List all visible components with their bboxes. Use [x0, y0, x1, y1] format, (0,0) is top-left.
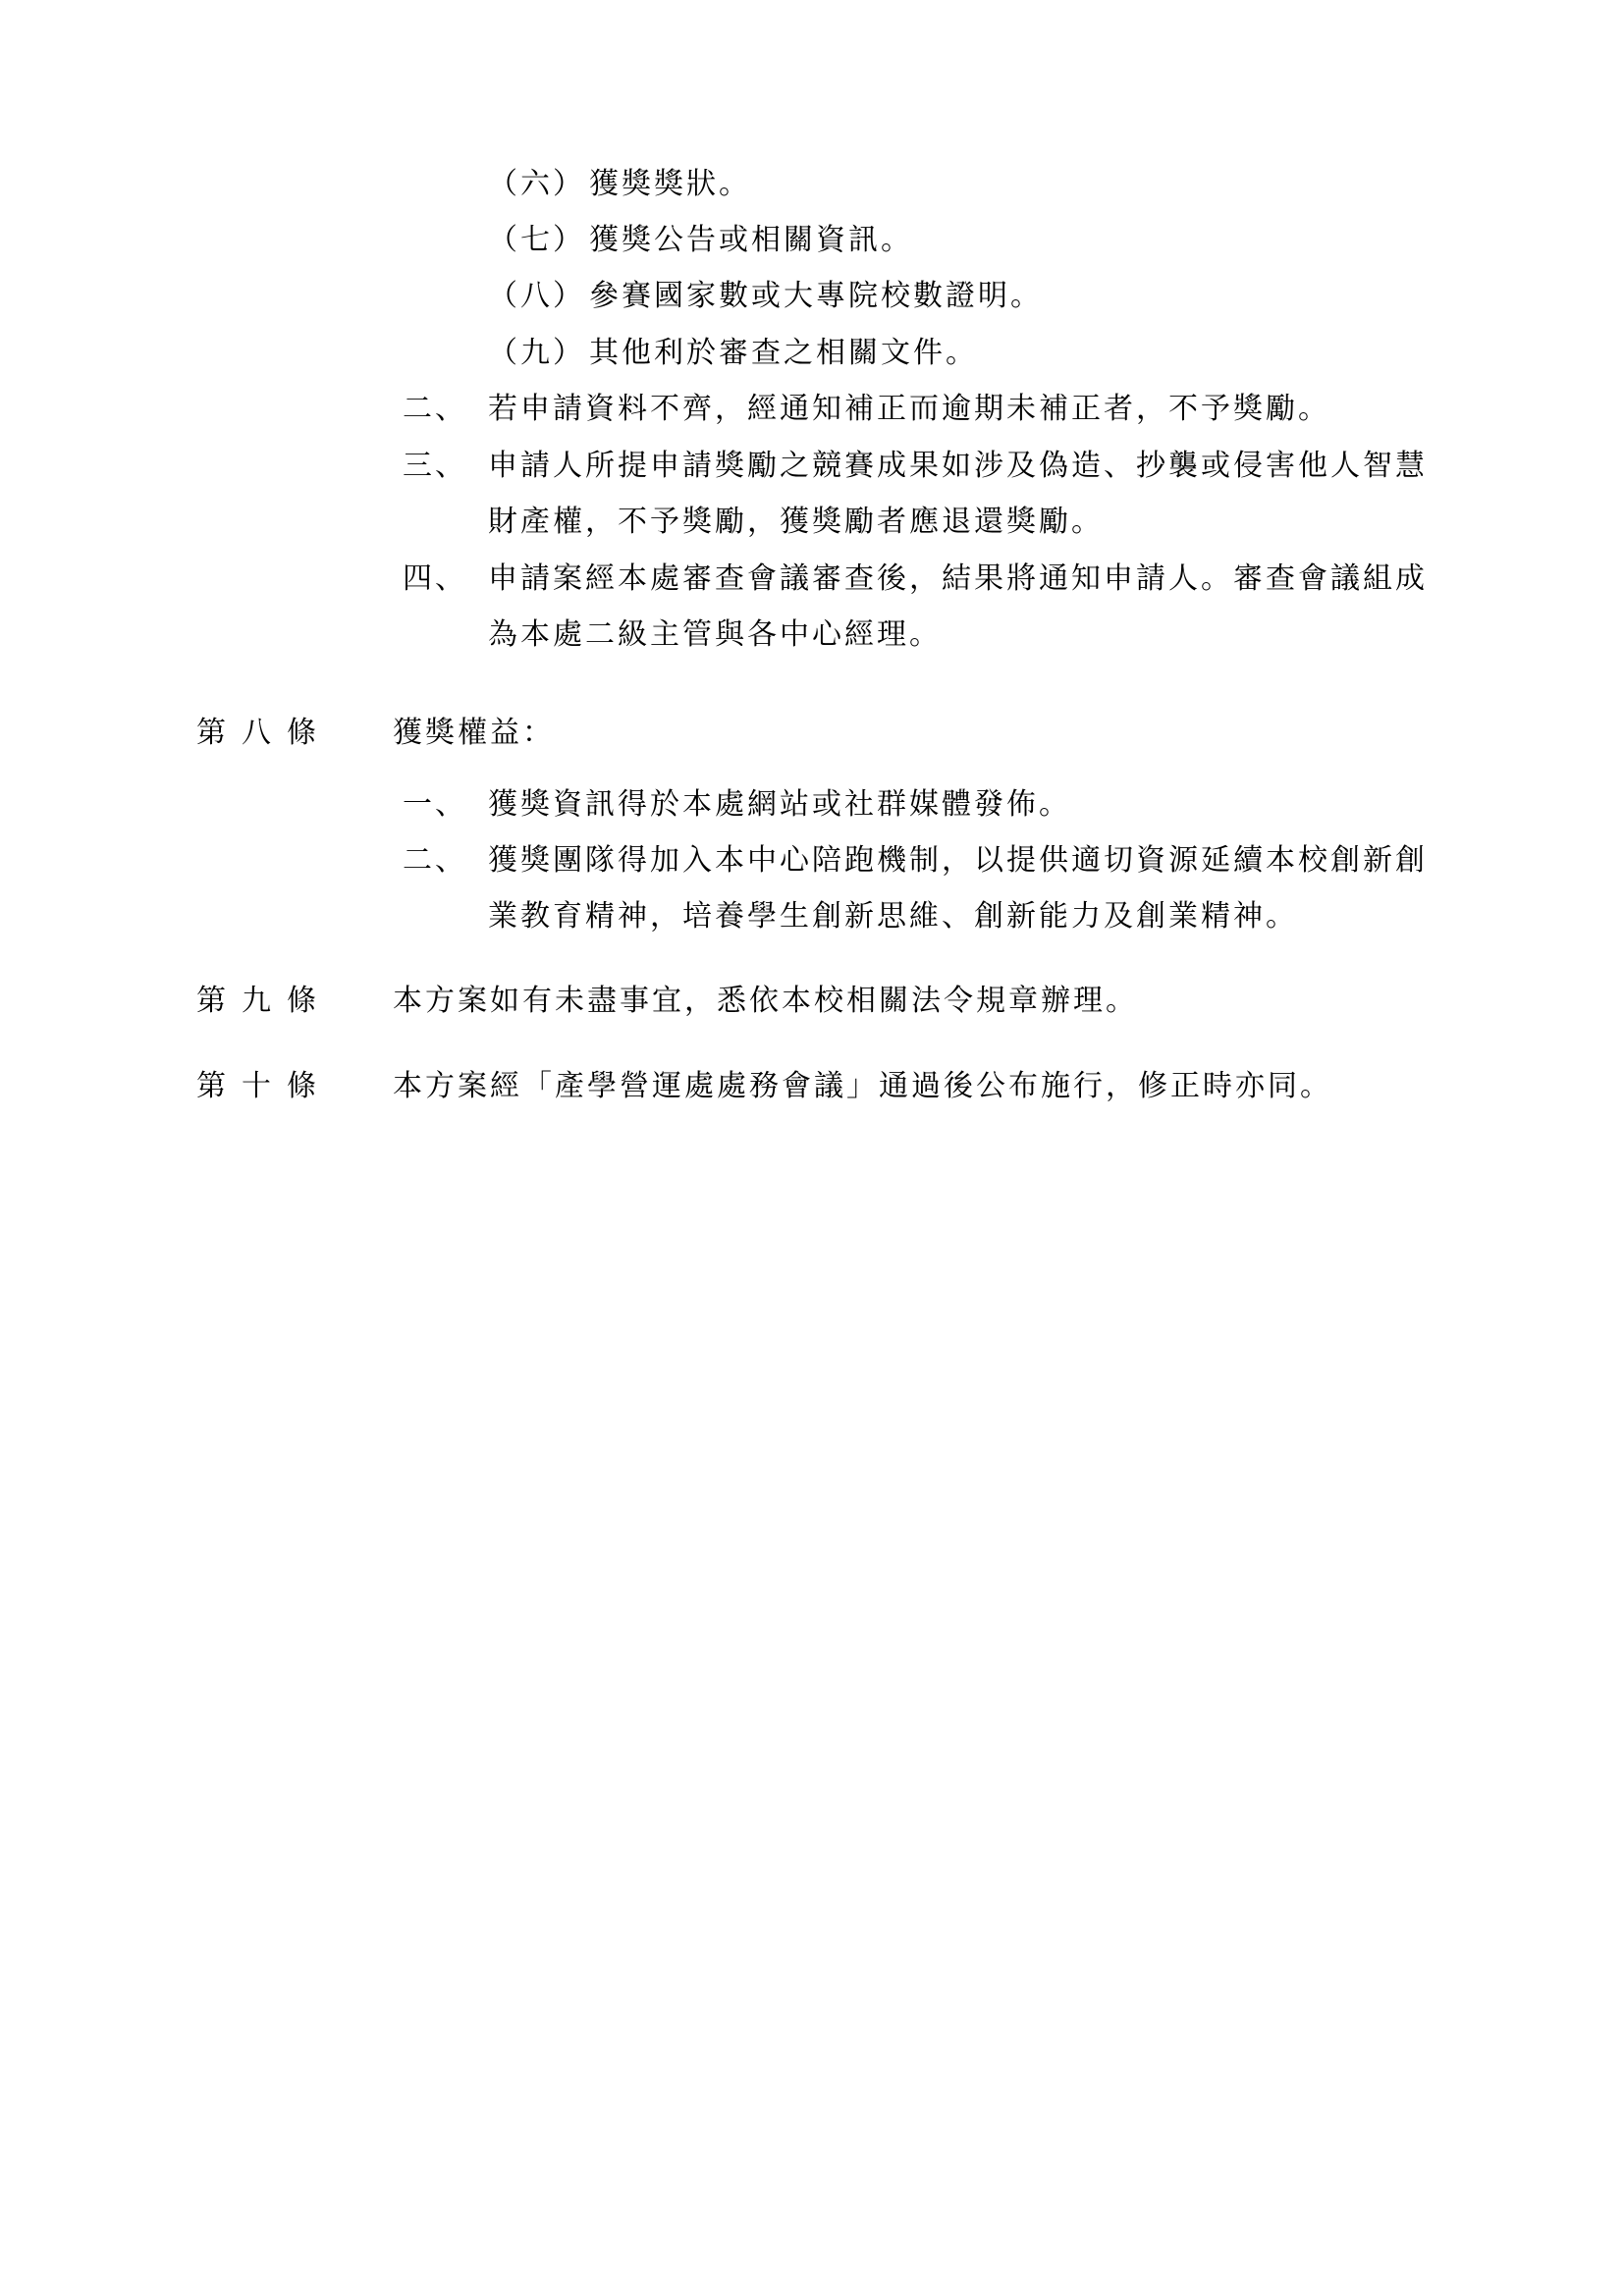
- article7-item-3-line-2: 財產權，不予獎勵，獲獎勵者應退還獎勵。: [488, 505, 1104, 539]
- article7-item-2-marker: 二、: [403, 392, 467, 426]
- sub-item-9-text: 其他利於審查之相關文件。: [589, 336, 978, 370]
- article7-item-3-marker: 三、: [403, 449, 467, 483]
- article9-text: 本方案如有未盡事宜，悉依本校相關法令規章辦理。: [393, 984, 1138, 1018]
- article8-item-2-line-1: 獲獎團隊得加入本中心陪跑機制，以提供適切資源延續本校創新創: [488, 843, 1428, 878]
- article8-item-2-marker: 二、: [403, 843, 467, 878]
- sub-item-8-marker: （八）: [488, 279, 585, 313]
- article7-item-3-line-1: 申請人所提申請獎勵之競賽成果如涉及偽造、抄襲或侵害他人智慧: [488, 449, 1428, 483]
- article7-item-4-line-2: 為本處二級主管與各中心經理。: [488, 617, 942, 652]
- article9-label: 第九條: [196, 984, 332, 1018]
- article7-item-4-marker: 四、: [403, 561, 467, 596]
- article7-item-2-line-1: 若申請資料不齊，經通知補正而逾期未補正者，不予獎勵。: [488, 392, 1330, 426]
- article10-text: 本方案經「產學營運處處務會議」通過後公布施行，修正時亦同。: [393, 1069, 1332, 1103]
- sub-item-7-marker: （七）: [488, 223, 585, 257]
- article8-item-1-marker: 一、: [403, 787, 467, 822]
- sub-item-9-marker: （九）: [488, 336, 585, 370]
- sub-item-6-text: 獲獎獎狀。: [589, 167, 751, 201]
- sub-item-6-marker: （六）: [488, 167, 585, 201]
- article8-item-1-line-1: 獲獎資訊得於本處網站或社群媒體發佈。: [488, 787, 1071, 822]
- article8-label: 第八條: [196, 716, 332, 750]
- sub-item-7-text: 獲獎公告或相關資訊。: [589, 223, 913, 257]
- article8-item-2-line-2: 業教育精神，培養學生創新思維、創新能力及創業精神。: [488, 899, 1298, 934]
- article8-title: 獲獎權益：: [393, 716, 555, 750]
- article7-item-4-line-1: 申請案經本處審查會議審查後，結果將通知申請人。審查會議組成: [488, 561, 1428, 596]
- sub-item-8-text: 參賽國家數或大專院校數證明。: [589, 279, 1043, 313]
- article10-label: 第十條: [196, 1069, 332, 1103]
